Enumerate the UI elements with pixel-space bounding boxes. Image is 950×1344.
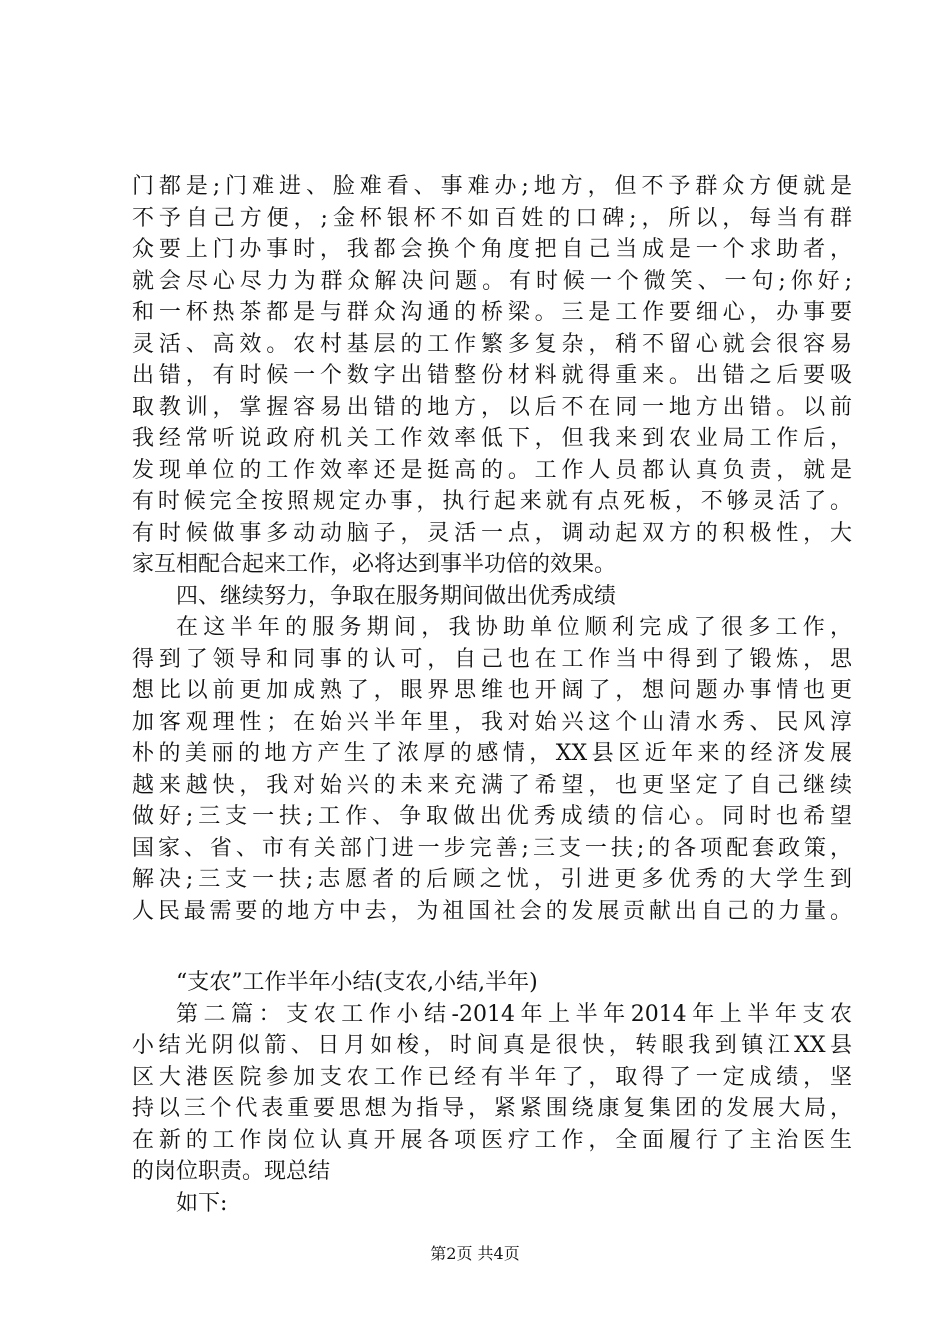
- page-number-footer: 第2页 共4页: [430, 1244, 520, 1263]
- paragraph-line: 越来越快，我对始兴的未来充满了希望，也更坚定了自己继续: [132, 772, 852, 798]
- paragraph-line: 家互相配合起来工作，必将达到事半功倍的效果。: [132, 552, 617, 577]
- paragraph-line: 持以三个代表重要思想为指导，紧紧围绕康复集团的发展大局，: [132, 1096, 852, 1121]
- paragraph-line: 和一杯热茶都是与群众沟通的桥梁。三是工作要细心，办事要: [132, 300, 852, 325]
- closing-line: 如下:: [176, 1190, 228, 1216]
- paragraph-line: 小结光阴似箭、日月如梭，时间真是很快，转眼我到镇江XX县: [132, 1033, 852, 1058]
- paragraph-line: 门都是;门难进、脸难看、事难办;地方，但不予群众方便就是: [132, 174, 852, 199]
- paragraph-line: 做好;三支一扶;工作、争取做出优秀成绩的信心。同时也希望: [132, 804, 852, 829]
- paragraph-line: 取教训，掌握容易出错的地方，以后不在同一地方出错。以前: [132, 394, 852, 420]
- paragraph-line: 众要上门办事时，我都会换个角度把自己当成是一个求助者，: [132, 237, 852, 262]
- paragraph-line: 朴的美丽的地方产生了浓厚的感情，XX县区近年来的经济发展: [132, 741, 852, 766]
- paragraph-1: [132, 171, 852, 581]
- paragraph-line: 第二篇：支农工作小结-2014年上半年2014年上半年支农: [176, 1001, 852, 1027]
- article-title: “支农”工作半年小结(支农,小结,半年): [176, 970, 538, 995]
- paragraph-line: 解决;三支一扶;志愿者的后顾之忧，引进更多优秀的大学生到: [132, 867, 852, 892]
- paragraph-line: 得到了领导和同事的认可，自己也在工作当中得到了锻炼，思: [132, 646, 852, 672]
- paragraph-line: 就会尽心尽力为群众解决问题。有时候一个微笑、一句;你好;: [132, 268, 852, 294]
- paragraph-3: [132, 999, 852, 1188]
- section-heading: 四、继续努力，争取在服务期间做出优秀成绩: [176, 583, 617, 609]
- paragraph-2: [132, 612, 852, 927]
- paragraph-line: 出错，有时候一个数字出错整份材料就得重来。出错之后要吸: [132, 363, 852, 388]
- paragraph-line: 在新的工作岗位认真开展各项医疗工作，全面履行了主治医生: [132, 1127, 852, 1153]
- paragraph-line: 有时候做事多动动脑子，灵活一点，调动起双方的积极性，大: [132, 520, 852, 546]
- paragraph-line: 不予自己方便，;金杯银杯不如百姓的口碑;，所以，每当有群: [132, 205, 852, 231]
- paragraph-line: 区大港医院参加支农工作已经有半年了，取得了一定成绩，坚: [132, 1064, 852, 1090]
- paragraph-line: 在这半年的服务期间，我协助单位顺利完成了很多工作，: [176, 615, 852, 640]
- paragraph-line: 想比以前更加成熟了，眼界思维也开阔了，想问题办事情也更: [132, 678, 852, 703]
- paragraph-line: 灵活、高效。农村基层的工作繁多复杂，稍不留心就会很容易: [132, 331, 852, 357]
- paragraph-line: 的岗位职责。现总结: [132, 1159, 331, 1184]
- paragraph-spacer: [132, 927, 852, 967]
- document-body: [132, 171, 852, 1219]
- paragraph-line: 有时候完全按照规定办事，执行起来就有点死板，不够灵活了。: [132, 489, 852, 514]
- paragraph-line: 国家、省、市有关部门进一步完善;三支一扶;的各项配套政策，: [132, 835, 852, 861]
- paragraph-line: 人民最需要的地方中去，为祖国社会的发展贡献出自己的力量。: [132, 898, 852, 924]
- paragraph-line: 我经常听说政府机关工作效率低下，但我来到农业局工作后，: [132, 426, 852, 451]
- paragraph-line: 加客观理性；在始兴半年里，我对始兴这个山清水秀、民风淳: [132, 709, 852, 735]
- paragraph-line: 发现单位的工作效率还是挺高的。工作人员都认真负责，就是: [132, 457, 852, 483]
